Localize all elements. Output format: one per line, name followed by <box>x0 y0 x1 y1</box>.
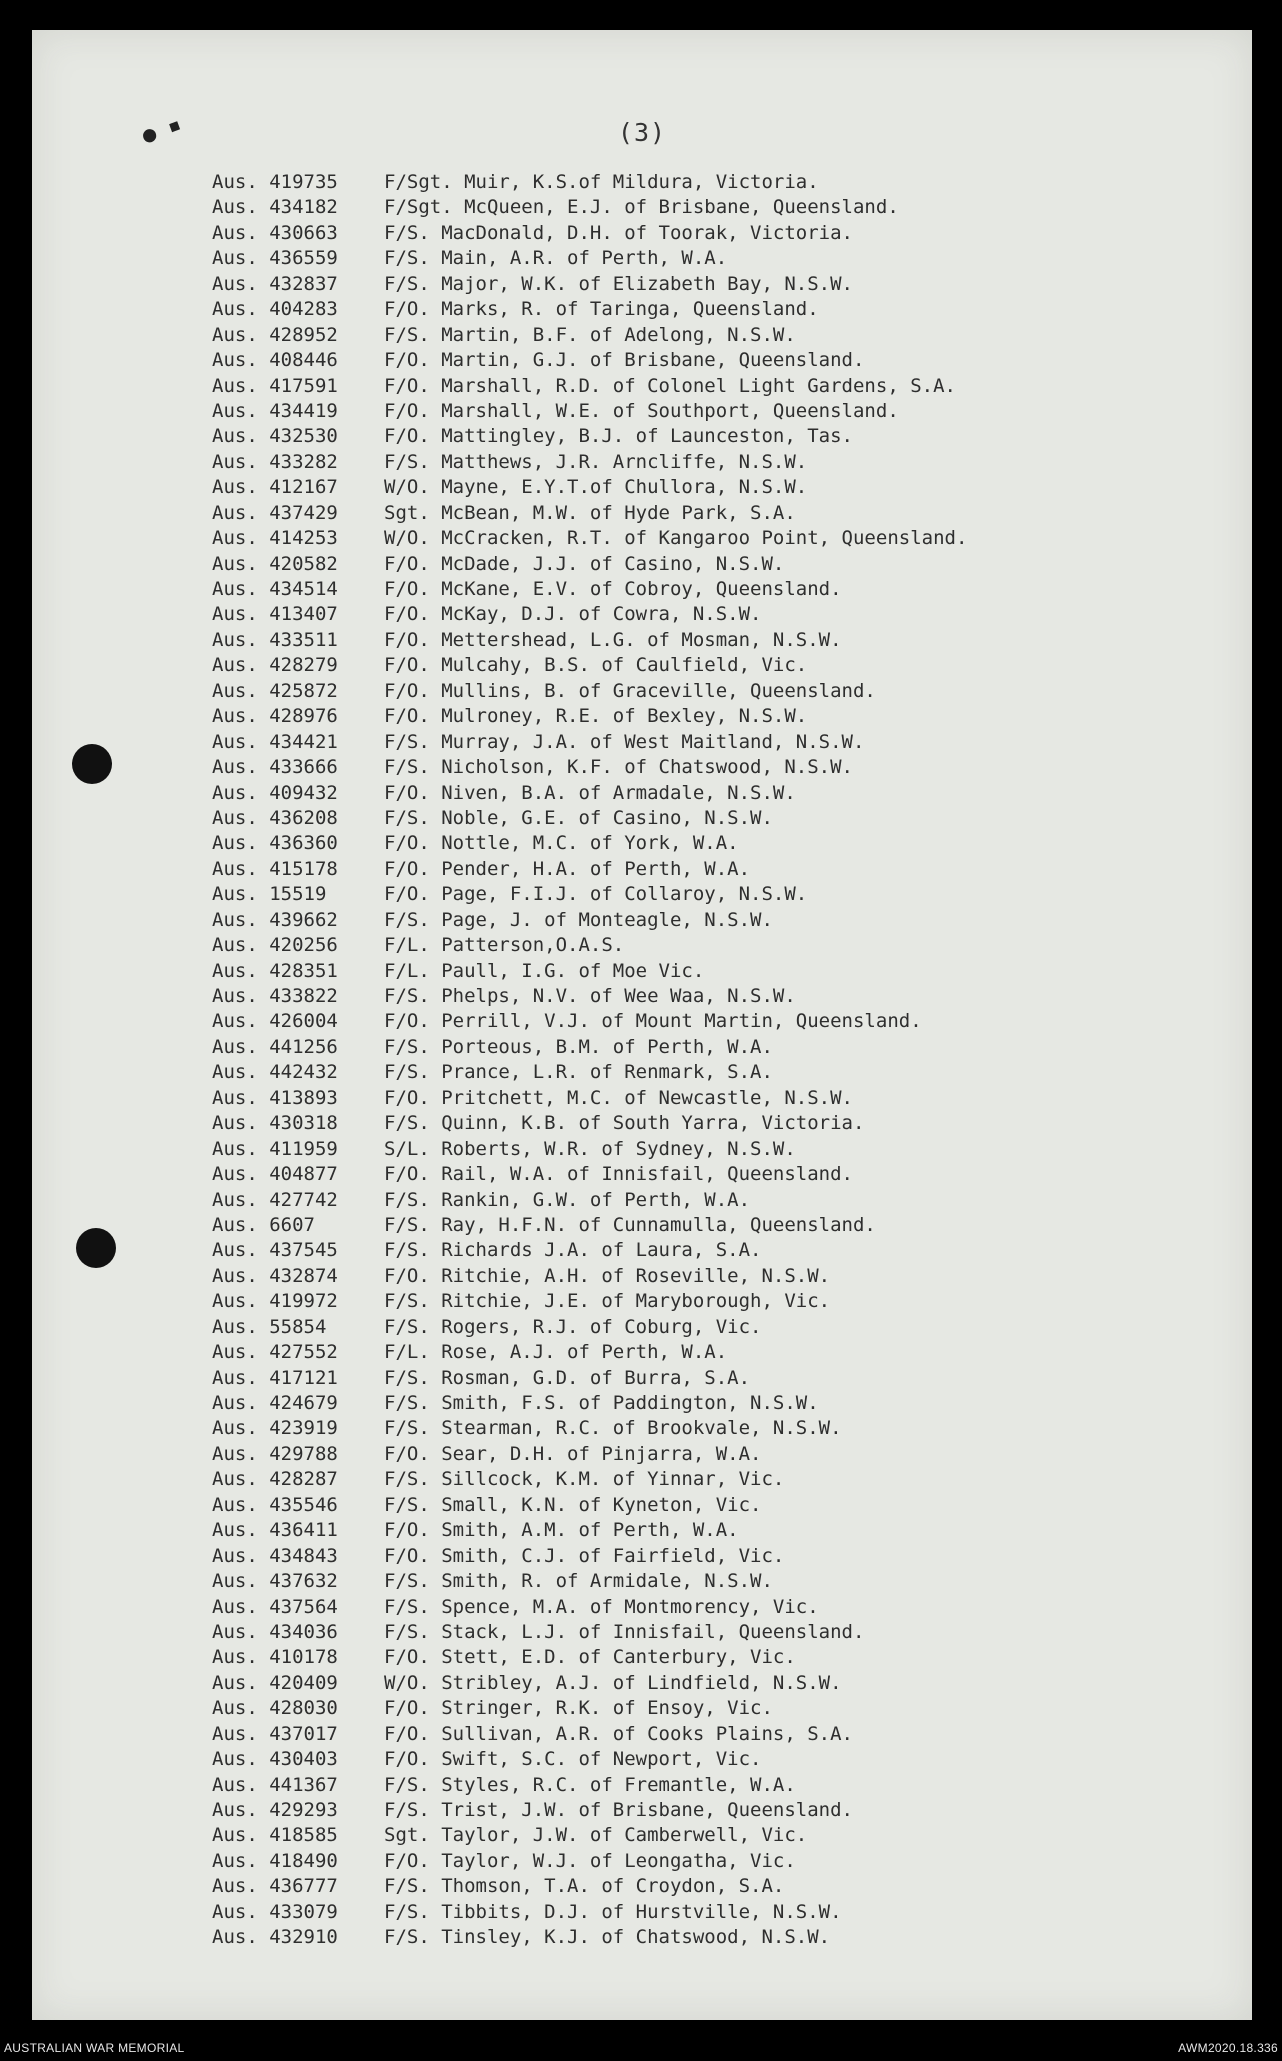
record-entry: F/L. Rose, A.J. of Perth, W.A. <box>384 1341 728 1364</box>
record-entry: F/O. McKay, D.J. of Cowra, N.S.W. <box>384 603 762 626</box>
record-entry: F/S. Page, J. of Monteagle, N.S.W. <box>384 908 773 931</box>
record-entry: F/O. Sear, D.H. of Pinjarra, W.A. <box>384 1442 762 1465</box>
service-number: Aus. 441256 <box>212 1035 338 1058</box>
service-number: Aus. 430663 <box>212 221 338 244</box>
record-entry: F/S. Noble, G.E. of Casino, N.S.W. <box>384 806 773 829</box>
service-number: Aus. 428952 <box>212 323 338 346</box>
record-entry: F/S. Small, K.N. of Kyneton, Vic. <box>384 1493 762 1516</box>
ink-mark: ● ▪ <box>138 111 185 150</box>
service-number: Aus. 436559 <box>212 247 338 270</box>
service-number: Aus. 434419 <box>212 399 338 422</box>
record-entry: F/O. Stett, E.D. of Canterbury, Vic. <box>384 1646 796 1669</box>
record-row <box>212 399 967 424</box>
record-entry: F/S. Ray, H.F.N. of Cunnamulla, Queensland. <box>384 1213 876 1236</box>
record-entry: F/S. Major, W.K. of Elizabeth Bay, N.S.W. <box>384 272 853 295</box>
record-row <box>212 1238 967 1263</box>
service-number: Aus. 433282 <box>212 450 338 473</box>
record-entry: F/O. Rail, W.A. of Innisfail, Queensland. <box>384 1163 853 1186</box>
record-entry: F/S. Richards J.A. of Laura, S.A. <box>384 1239 762 1262</box>
record-row <box>212 450 967 475</box>
service-number: Aus. 413893 <box>212 1086 338 1109</box>
record-row <box>212 1315 967 1340</box>
record-entry: F/S. Smith, R. of Armidale, N.S.W. <box>384 1570 773 1593</box>
record-row <box>212 170 967 195</box>
record-row <box>212 1798 967 1823</box>
record-entry: F/S. Tibbits, D.J. of Hurstville, N.S.W. <box>384 1900 842 1923</box>
service-number: Aus. 439662 <box>212 908 338 931</box>
record-entry: F/O. Taylor, W.J. of Leongatha, Vic. <box>384 1849 796 1872</box>
record-entry: F/S. Quinn, K.B. of South Yarra, Victoria. <box>384 1112 865 1135</box>
record-entry: F/S. Nicholson, K.F. of Chatswood, N.S.W. <box>384 756 853 779</box>
record-entry: F/O. Stringer, R.K. of Ensoy, Vic. <box>384 1697 773 1720</box>
record-row <box>212 679 967 704</box>
service-number: Aus. 413407 <box>212 603 338 626</box>
record-row <box>212 1111 967 1136</box>
record-row <box>212 1009 967 1034</box>
record-row <box>212 1722 967 1747</box>
record-entry: W/O. Stribley, A.J. of Lindfield, N.S.W. <box>384 1671 842 1694</box>
record-row <box>212 1925 967 1950</box>
record-entry: F/L. Paull, I.G. of Moe Vic. <box>384 959 705 982</box>
service-number: Aus. 433666 <box>212 756 338 779</box>
service-number: Aus. 419735 <box>212 171 338 193</box>
record-row <box>212 806 967 831</box>
service-number: Aus. 420256 <box>212 934 338 957</box>
punch-hole <box>76 1228 116 1268</box>
service-number: Aus. 417121 <box>212 1366 338 1389</box>
record-row <box>212 1086 967 1111</box>
record-row <box>212 501 967 526</box>
service-number: Aus. 414253 <box>212 527 338 550</box>
record-row <box>212 1035 967 1060</box>
service-number: Aus. 437564 <box>212 1595 338 1618</box>
record-row <box>212 1569 967 1594</box>
record-row <box>212 297 967 322</box>
record-entry: F/O. Pender, H.A. of Perth, W.A. <box>384 857 751 880</box>
record-entry: F/S. Stearman, R.C. of Brookvale, N.S.W. <box>384 1417 842 1440</box>
service-number: Aus. 428976 <box>212 705 338 728</box>
record-entry: F/S. Spence, M.A. of Montmorency, Vic. <box>384 1595 819 1618</box>
record-row <box>212 1289 967 1314</box>
record-row <box>212 1442 967 1467</box>
record-row <box>212 1874 967 1899</box>
service-number: Aus. 427552 <box>212 1341 338 1364</box>
record-entry: F/O. Mulroney, R.E. of Bexley, N.S.W. <box>384 705 808 728</box>
service-number: Aus. 426004 <box>212 1010 338 1033</box>
record-row <box>212 577 967 602</box>
service-number: Aus. 420409 <box>212 1671 338 1694</box>
record-entry: F/O. Pritchett, M.C. of Newcastle, N.S.W. <box>384 1086 853 1109</box>
service-number: Aus. 436411 <box>212 1519 338 1542</box>
service-number: Aus. 437632 <box>212 1570 338 1593</box>
footer-reference: AWM2020.18.336 <box>1178 2041 1278 2055</box>
service-number: Aus. 409432 <box>212 781 338 804</box>
service-number: Aus. 436208 <box>212 806 338 829</box>
record-row <box>212 1671 967 1696</box>
record-row <box>212 959 967 984</box>
service-number: Aus. 417591 <box>212 374 338 397</box>
record-entry: F/S. Murray, J.A. of West Maitland, N.S.W. <box>384 730 865 753</box>
record-row <box>212 1747 967 1772</box>
service-number: Aus. 436360 <box>212 832 338 855</box>
service-number: Aus. 432874 <box>212 1264 338 1287</box>
record-row <box>212 1137 967 1162</box>
service-number: Aus. 434421 <box>212 730 338 753</box>
record-entry: F/O. McDade, J.J. of Casino, N.S.W. <box>384 552 785 575</box>
service-number: Aus. 404283 <box>212 298 338 321</box>
service-number: Aus. 429788 <box>212 1442 338 1465</box>
record-entry: F/O. Marshall, W.E. of Southport, Queensland. <box>384 399 899 422</box>
record-entry: F/S. Rogers, R.J. of Coburg, Vic. <box>384 1315 762 1338</box>
record-entry: F/O. Nottle, M.C. of York, W.A. <box>384 832 739 855</box>
record-row <box>212 424 967 449</box>
service-number: Aus. 55854 <box>212 1315 327 1338</box>
record-entry: F/S. MacDonald, D.H. of Toorak, Victoria. <box>384 221 853 244</box>
record-row <box>212 755 967 780</box>
service-number: Aus. 410178 <box>212 1646 338 1669</box>
service-number: Aus. 411959 <box>212 1137 338 1160</box>
service-number: Aus. 429293 <box>212 1799 338 1821</box>
service-number: Aus. 6607 <box>212 1213 315 1236</box>
service-number: Aus. 437429 <box>212 501 338 524</box>
service-number: Aus. 434843 <box>212 1544 338 1567</box>
record-entry: F/S. Thomson, T.A. of Croydon, S.A. <box>384 1875 785 1898</box>
service-number: Aus. 425872 <box>212 679 338 702</box>
record-row <box>212 984 967 1009</box>
record-entry: F/O. Marks, R. of Taringa, Queensland. <box>384 298 819 321</box>
record-entry: F/S. Smith, F.S. of Paddington, N.S.W. <box>384 1392 819 1414</box>
service-number: Aus. 437017 <box>212 1722 338 1745</box>
record-entry: F/O. Ritchie, A.H. of Roseville, N.S.W. <box>384 1264 831 1287</box>
record-entry: S/L. Roberts, W.R. of Sydney, N.S.W. <box>384 1137 796 1160</box>
record-entry: F/O. Martin, G.J. of Brisbane, Queensland. <box>384 349 865 372</box>
record-row <box>212 552 967 577</box>
service-number: Aus. 442432 <box>212 1061 338 1084</box>
record-entry: F/S. Martin, B.F. of Adelong, N.S.W. <box>384 323 796 346</box>
record-entry: F/O. Niven, B.A. of Armadale, N.S.W. <box>384 781 796 804</box>
record-entry: F/S. Rosman, G.D. of Burra, S.A. <box>384 1366 751 1389</box>
record-row <box>212 1773 967 1798</box>
record-row <box>212 1340 967 1365</box>
record-row <box>212 831 967 856</box>
service-number: Aus. 428030 <box>212 1697 338 1720</box>
record-row <box>212 1493 967 1518</box>
service-number: Aus. 435546 <box>212 1493 338 1516</box>
record-entry: F/O. Marshall, R.D. of Colonel Light Gardens, S.A. <box>384 374 956 397</box>
service-number: Aus. 434182 <box>212 196 338 219</box>
record-entry: F/Sgt. Muir, K.S.of Mildura, Victoria. <box>384 171 819 193</box>
record-row <box>212 195 967 220</box>
record-entry: F/S. Phelps, N.V. of Wee Waa, N.S.W. <box>384 985 796 1007</box>
record-row <box>212 602 967 627</box>
record-row <box>212 1620 967 1645</box>
record-entry: F/S. Prance, L.R. of Renmark, S.A. <box>384 1061 773 1084</box>
record-row <box>212 628 967 653</box>
service-number: Aus. 15519 <box>212 883 327 906</box>
service-number: Aus. 404877 <box>212 1163 338 1186</box>
service-number: Aus. 433079 <box>212 1900 338 1923</box>
record-row <box>212 704 967 729</box>
record-row <box>212 1162 967 1187</box>
record-entry: F/S. Main, A.R. of Perth, W.A. <box>384 247 728 270</box>
record-entry: F/S. Styles, R.C. of Fremantle, W.A. <box>384 1773 796 1796</box>
record-entry: W/O. Mayne, E.Y.T.of Chullora, N.S.W. <box>384 476 808 499</box>
record-row <box>212 1595 967 1620</box>
page-number: (3) <box>617 118 667 147</box>
service-number: Aus. 432910 <box>212 1926 338 1949</box>
record-row <box>212 1264 967 1289</box>
record-row <box>212 1188 967 1213</box>
record-row <box>212 1518 967 1543</box>
record-row <box>212 781 967 806</box>
service-number: Aus. 418490 <box>212 1849 338 1872</box>
record-entry: F/S. Stack, L.J. of Innisfail, Queensland. <box>384 1620 865 1643</box>
record-entry: W/O. McCracken, R.T. of Kangaroo Point, Queensland. <box>384 527 968 550</box>
record-row <box>212 526 967 551</box>
record-row <box>212 1696 967 1721</box>
service-number: Aus. 433822 <box>212 985 338 1007</box>
record-entry: F/S. Tinsley, K.J. of Chatswood, N.S.W. <box>384 1926 831 1949</box>
record-entry: F/O. Mullins, B. of Graceville, Queensland. <box>384 679 876 702</box>
service-number: Aus. 441367 <box>212 1773 338 1796</box>
record-entry: F/O. Swift, S.C. of Newport, Vic. <box>384 1748 762 1771</box>
service-number: Aus. 418585 <box>212 1824 338 1847</box>
record-row <box>212 882 967 907</box>
record-row <box>212 1900 967 1925</box>
record-entry: F/S. Porteous, B.M. of Perth, W.A. <box>384 1035 773 1058</box>
service-number: Aus. 408446 <box>212 349 338 372</box>
record-row <box>212 323 967 348</box>
record-entry: F/O. McKane, E.V. of Cobroy, Queensland. <box>384 578 842 600</box>
record-row <box>212 1060 967 1085</box>
record-entry: F/L. Patterson,O.A.S. <box>384 934 625 957</box>
service-number: Aus. 428287 <box>212 1468 338 1491</box>
record-entry: F/Sgt. McQueen, E.J. of Brisbane, Queensland. <box>384 196 899 219</box>
service-number: Aus. 428279 <box>212 654 338 677</box>
service-number: Aus. 427742 <box>212 1188 338 1211</box>
record-entry: F/O. Mattingley, B.J. of Launceston, Tas. <box>384 425 853 448</box>
service-number: Aus. 430318 <box>212 1112 338 1135</box>
record-row <box>212 1391 967 1416</box>
record-entry: F/O. Smith, A.M. of Perth, W.A. <box>384 1519 739 1542</box>
service-number: Aus. 437545 <box>212 1239 338 1262</box>
record-row <box>212 933 967 958</box>
service-number: Aus. 434036 <box>212 1620 338 1643</box>
service-number: Aus. 424679 <box>212 1392 338 1414</box>
service-number: Aus. 412167 <box>212 476 338 499</box>
record-entry: F/S. Rankin, G.W. of Perth, W.A. <box>384 1188 751 1211</box>
service-number: Aus. 433511 <box>212 628 338 651</box>
document-page <box>32 30 1252 2020</box>
record-entry: F/S. Ritchie, J.E. of Maryborough, Vic. <box>384 1290 831 1313</box>
record-row <box>212 475 967 500</box>
record-row <box>212 1823 967 1848</box>
record-row <box>212 1467 967 1492</box>
punch-hole <box>72 744 112 784</box>
record-row <box>212 221 967 246</box>
record-entry: F/O. Perrill, V.J. of Mount Martin, Queensland. <box>384 1010 922 1033</box>
record-entry: F/S. Matthews, J.R. Arncliffe, N.S.W. <box>384 450 808 473</box>
record-row <box>212 272 967 297</box>
record-entry: F/O. Mettershead, L.G. of Mosman, N.S.W. <box>384 628 842 651</box>
record-row <box>212 1213 967 1238</box>
service-number: Aus. 415178 <box>212 857 338 880</box>
service-number: Aus. 420582 <box>212 552 338 575</box>
record-entry: F/O. Sullivan, A.R. of Cooks Plains, S.A. <box>384 1722 853 1745</box>
service-number: Aus. 434514 <box>212 578 338 600</box>
record-row <box>212 1366 967 1391</box>
service-number: Aus. 423919 <box>212 1417 338 1440</box>
service-number: Aus. 436777 <box>212 1875 338 1898</box>
records-list <box>212 170 967 1951</box>
record-row <box>212 246 967 271</box>
record-row <box>212 1544 967 1569</box>
record-entry: F/S. Trist, J.W. of Brisbane, Queensland. <box>384 1799 853 1821</box>
record-entry: Sgt. Taylor, J.W. of Camberwell, Vic. <box>384 1824 808 1847</box>
record-row <box>212 653 967 678</box>
record-row <box>212 374 967 399</box>
service-number: Aus. 430403 <box>212 1748 338 1771</box>
record-entry: F/O. Mulcahy, B.S. of Caulfield, Vic. <box>384 654 808 677</box>
record-row <box>212 1849 967 1874</box>
service-number: Aus. 432837 <box>212 272 338 295</box>
record-entry: F/O. Page, F.I.J. of Collaroy, N.S.W. <box>384 883 808 906</box>
record-entry: F/O. Smith, C.J. of Fairfield, Vic. <box>384 1544 785 1567</box>
record-entry: F/S. Sillcock, K.M. of Yinnar, Vic. <box>384 1468 785 1491</box>
service-number: Aus. 419972 <box>212 1290 338 1313</box>
record-row <box>212 348 967 373</box>
footer-institution: AUSTRALIAN WAR MEMORIAL <box>4 2041 185 2055</box>
record-row <box>212 1416 967 1441</box>
record-entry: Sgt. McBean, M.W. of Hyde Park, S.A. <box>384 501 796 524</box>
record-row <box>212 908 967 933</box>
service-number: Aus. 432530 <box>212 425 338 448</box>
record-row <box>212 857 967 882</box>
record-row <box>212 1645 967 1670</box>
service-number: Aus. 428351 <box>212 959 338 982</box>
record-row <box>212 730 967 755</box>
